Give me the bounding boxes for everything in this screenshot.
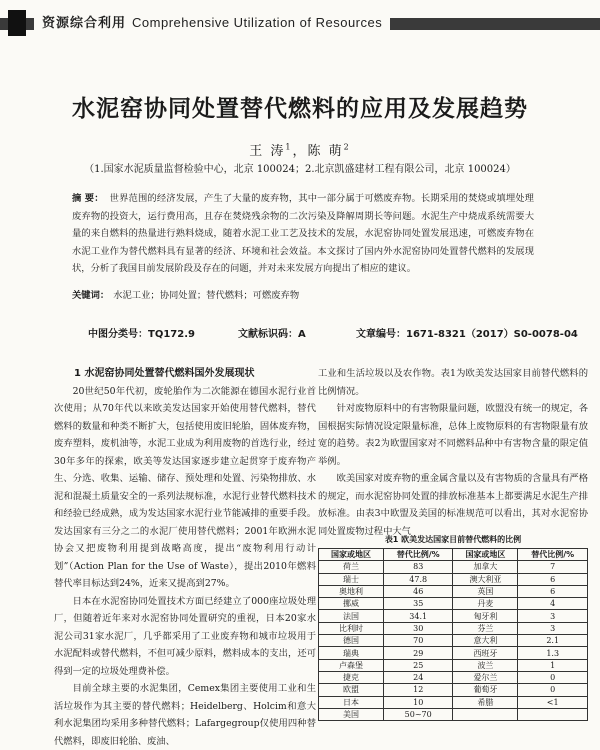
table-cell: 挪威 <box>319 598 384 610</box>
table-row <box>319 684 588 696</box>
paragraph: 针对废物原料中的有害物限量问题，欧盟没有统一的规定，各国根据实际情况设定限量标准，总体上废物原料的有害物限量有放宽的趋势。表2为欧盟国家对不同燃料品种中有害物含量的限定值举例。 <box>318 403 588 467</box>
header-mark <box>8 10 26 36</box>
table-cell: 英国 <box>453 585 518 597</box>
table-cell: 10 <box>383 696 453 708</box>
document-code: 文献标识码：A <box>238 329 306 340</box>
table-row <box>319 610 588 622</box>
table-row <box>319 598 588 610</box>
table-row <box>319 622 588 634</box>
table-cell: 芬兰 <box>453 622 518 634</box>
table-row <box>319 635 588 647</box>
table-cell: 12 <box>383 684 453 696</box>
table-cell <box>518 708 588 720</box>
header-cell: 替代比例/% <box>383 549 453 561</box>
right-column <box>318 365 588 540</box>
table-cell: 加拿大 <box>453 561 518 573</box>
paragraph: 工业和生活垃圾以及农作物。表1为欧美发达国家目前替代燃料的比例情况。 <box>318 368 588 397</box>
table-cell: 美国 <box>319 708 384 720</box>
table-caption: 表1 欧美发达国家目前替代燃料的比例 <box>384 535 522 544</box>
table-body <box>319 561 588 721</box>
table-cell: 6 <box>518 585 588 597</box>
table-row <box>319 647 588 659</box>
table-cell: 47.8 <box>383 573 453 585</box>
running-header <box>0 0 600 40</box>
table-row <box>319 561 588 573</box>
header-cell: 替代比例/% <box>518 549 588 561</box>
table-cell: 83 <box>383 561 453 573</box>
header-cell: 国家或地区 <box>453 549 518 561</box>
table-cell: 日本 <box>319 696 384 708</box>
table-cell: 46 <box>383 585 453 597</box>
header-text <box>34 9 390 37</box>
clc-number: 中图分类号：TQ172.9 <box>88 329 195 340</box>
table-cell: 1 <box>518 659 588 671</box>
table-cell: 西班牙 <box>453 647 518 659</box>
table-row <box>319 573 588 585</box>
table-cell: 25 <box>383 659 453 671</box>
table-cell: 2.1 <box>518 635 588 647</box>
table-cell: 7 <box>518 561 588 573</box>
author-2-affil: 2 <box>343 142 351 152</box>
table-cell: 捷克 <box>319 671 384 683</box>
table-cell: 意大利 <box>453 635 518 647</box>
table-cell: 荷兰 <box>319 561 384 573</box>
author-1: 王 涛 <box>249 144 286 159</box>
table-cell: 4 <box>518 598 588 610</box>
table-cell: <1 <box>518 696 588 708</box>
author-1-affil: 1 <box>285 142 293 152</box>
table-cell: 34.1 <box>383 610 453 622</box>
table-row <box>319 696 588 708</box>
table-cell: 29 <box>383 647 453 659</box>
paragraph: 目前全球主要的水泥集团，Cemex集团主要使用工业和生活垃圾作为其主要的替代燃料；Heidelberg、Holcim和意大利水泥集团均采用多种替代燃料；Lafargegroup仅使用四种替代燃料，即废旧轮胎、废油、 <box>54 683 316 747</box>
authors <box>0 140 600 159</box>
table-cell: 法国 <box>319 610 384 622</box>
table-header-row <box>319 549 588 561</box>
table-cell: 0 <box>518 671 588 683</box>
affiliation: （1.国家水泥质量监督检验中心，北京 100024；2.北京凯盛建材工程有限公司，北京 100024） <box>84 164 516 175</box>
paragraph: 欧美国家对废弃物的重金属含量以及有害物质的含量具有严格的规定，而水泥窑协同处置的排放标准基本上都要满足水泥生产排放标准。由表3中欧盟及美国的标准规范可以看出，其对水泥窑协同处置废物过程中大气 <box>318 473 588 537</box>
abstract-label: 摘 要： <box>72 193 104 204</box>
table-cell: 瑞士 <box>319 573 384 585</box>
table-cell: 匈牙利 <box>453 610 518 622</box>
table-cell: 3 <box>518 622 588 634</box>
left-column <box>54 365 316 750</box>
table-cell: 3 <box>518 610 588 622</box>
header-label-en: Comprehensive Utilization of Resources <box>132 15 383 30</box>
keywords-label: 关键词： <box>72 290 110 301</box>
table-cell: 比利时 <box>319 622 384 634</box>
table-cell: 澳大利亚 <box>453 573 518 585</box>
substitution-rate-table <box>318 548 588 721</box>
table-cell: 爱尔兰 <box>453 671 518 683</box>
article-title: 水泥窑协同处置替代燃料的应用及发展趋势 <box>72 96 528 122</box>
header-label-cn: 资源综合利用 <box>42 15 127 30</box>
table-cell: 50~70 <box>383 708 453 720</box>
table-cell: 波兰 <box>453 659 518 671</box>
table-cell: 70 <box>383 635 453 647</box>
table-cell: 欧盟 <box>319 684 384 696</box>
table-cell: 奥地利 <box>319 585 384 597</box>
table-row <box>319 659 588 671</box>
table-cell: 0 <box>518 684 588 696</box>
table-cell: 6 <box>518 573 588 585</box>
table-cell: 1.3 <box>518 647 588 659</box>
table-cell: 35 <box>383 598 453 610</box>
author-separator: ， <box>292 144 308 159</box>
article-number: 文章编号：1671-8321（2017）S0-0078-04 <box>356 329 578 340</box>
abstract <box>72 190 534 278</box>
table-cell: 丹麦 <box>453 598 518 610</box>
table-cell: 德国 <box>319 635 384 647</box>
table-cell: 24 <box>383 671 453 683</box>
section-heading: 1 水泥窑协同处置替代燃料国外发展现状 <box>74 368 255 379</box>
table-row <box>319 708 588 720</box>
table-cell <box>453 708 518 720</box>
table-row <box>319 585 588 597</box>
table-cell: 30 <box>383 622 453 634</box>
keywords <box>72 288 534 304</box>
abstract-text: 世界范围的经济发展，产生了大量的废弃物，其中一部分属于可燃废弃物。长期采用的焚烧或填埋处理废弃物的投资大，运行费用高，且存在焚烧残余物的二次污染及降解周期长等问题。水泥生产中烧成系统需要大量的来自燃料的热量进行熟料烧成，随着水泥工业工艺及技术的发展，水泥窑协同处置发展迅速，可燃废弃物在水泥工业作为替代燃料具有显著的经济、环境和社会效益。本文探讨了国内外水泥窑协同处置替代燃料的发展现状，分析了我国目前发展阶段及存在的问题，并对未来发展方向提出了相应的建议。 <box>72 193 534 274</box>
paragraph: 20世纪50年代初，废轮胎作为二次能源在德国水泥行业首次使用；从70年代以来欧美发达国家开始使用替代燃料，替代燃料的数量和种类不断扩大，包括使用废旧轮胎，固体废弃物，废弃塑料，废机油等，水泥工业成为利用废物的首选行业，经过30年多年的探索，欧美等发达国家逐步建立起贯穿于废弃物产生、分选、收集、运输、储存、预处理和处置、污染物排放、水泥和混凝土质量安全的一系列法规标准，水泥行业替代燃料技术和经验已经成熟，成为发达国家水泥行业节能减排的重要手段。发达国家有三分之二的水泥厂使用替代燃料；2001年欧洲水泥协会又把废物利用提到战略高度，提出“废物利用行动计划”（Action Plan for the Use of Waste），提出2010年燃料替代率目标达到24%，近来又提高到27%。 <box>54 385 316 589</box>
header-cell: 国家或地区 <box>319 549 384 561</box>
table-cell: 希腊 <box>453 696 518 708</box>
table-cell: 葡萄牙 <box>453 684 518 696</box>
table-cell: 瑞典 <box>319 647 384 659</box>
paragraph: 日本在水泥窑协同处置技术方面已经建立了000座垃圾处理厂，但随着近年来对水泥窑协同处置研究的重视，日本20家水泥公司31家水泥厂，几乎都采用了工业废弃物和城市垃圾用于水泥配料或替代燃料，不但可减少原料，燃料成本的支出，还可得到一定的垃圾处理费补偿。 <box>54 595 316 677</box>
table-cell: 卢森堡 <box>319 659 384 671</box>
keywords-text: 水泥工业；协同处置；替代燃料；可燃废弃物 <box>113 290 300 301</box>
classification-line <box>0 325 600 341</box>
author-2: 陈 萌 <box>307 144 344 159</box>
table-row <box>319 671 588 683</box>
